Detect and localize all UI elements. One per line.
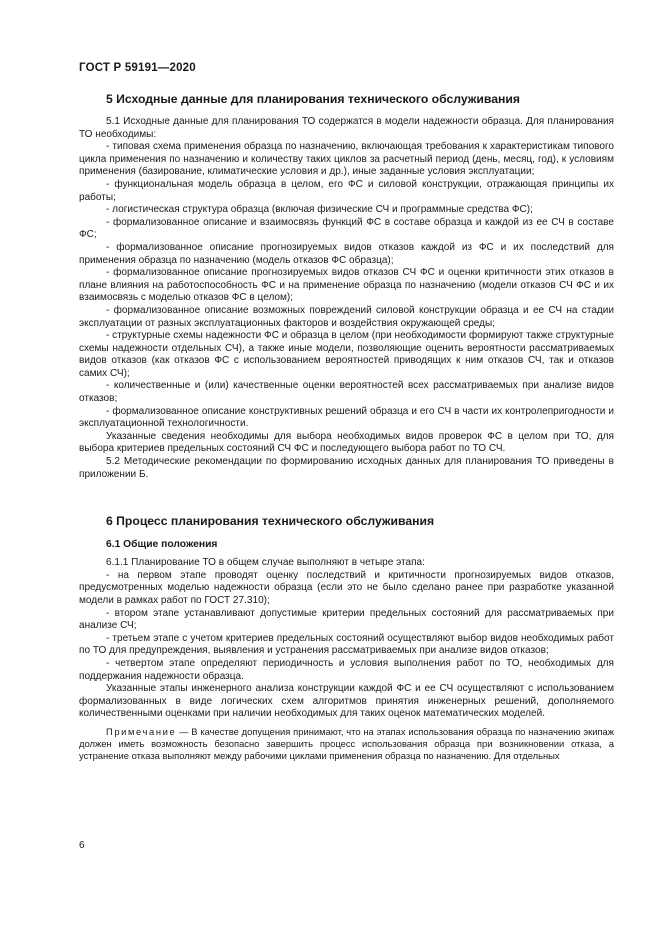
subsection-6-1-title: 6.1 Общие положения — [106, 539, 218, 551]
paragraph: 5.2 Методические рекомендации по формированию исходных данных для планирования ТО приведены в приложении Б. — [79, 456, 614, 480]
list-item: - на первом этапе проводят оценку последствий и критичности прогнозируемых видов отказов, предусмотренных моделью надежности образца (если это не было сделано ранее при разработке указанной модели в рамках работ по ГОСТ 27.310); — [79, 569, 614, 606]
document-header: ГОСТ Р 59191—2020 — [79, 62, 196, 74]
list-item: - функциональная модель образца в целом, его ФС и силовой конструкции, отражающая принципы их работы; — [79, 178, 614, 203]
list-item: - формализованное описание конструктивных решений образца и его СЧ в части их контролепригодности и эксплуатационной технологичности. — [79, 405, 614, 430]
list-item: - количественные и (или) качественные оценки вероятностей всех рассматриваемых при анализе видов отказов; — [79, 380, 614, 405]
list-item: - типовая схема применения образца по назначению, включающая требования к характеристикам типового цикла применения по назначению и количеству таких циклов за расчетный период (день, месяц, год), к условиям применения (базирование, климатические условия и др.), иные заданные условия эксплуатации; — [79, 141, 614, 178]
paragraph: Указанные сведения необходимы для выбора необходимых видов проверок ФС в целом при ТО, для выбора критериев предельных состояний СЧ ФС и последующего выбора работ по ТО СЧ. — [79, 430, 614, 455]
paragraph: 5.1 Исходные данные для планирования ТО содержатся в модели надежности образца. Для планирования ТО необходимы: — [79, 116, 614, 140]
list-item: - формализованное описание возможных повреждений силовой конструкции образца и ее СЧ на стадии эксплуатации от разных эксплуатационных факторов и воздействия окружающей среды; — [79, 304, 614, 329]
note-label: Примечание — [106, 725, 177, 737]
paragraph: 6.1.1 Планирование ТО в общем случае выполняют в четыре этапа: — [106, 557, 425, 569]
list-item: - формализованное описание прогнозируемых видов отказов каждой из ФС и их последствий для применения образца по назначению (модель отказов ФС образца); — [79, 241, 614, 266]
list-item: - третьем этапе с учетом критериев предельных состояний осуществляют выбор видов необходимых работ по ТО для предупреждения, выявления и устранения рассматриваемых при анализе видов отказов; — [79, 632, 614, 657]
note-text: — В качестве допущения принимают, что на этапах использования образца по назначению экипаж должен иметь возможность безопасно завершить процесс использования образца при возникновении отказа, а устранение отказа выполняют между рабочими циклами применения образца по назначению. Для отдельных — [79, 725, 614, 762]
list-item: - втором этапе устанавливают допустимые критерии предельных состояний для рассматриваемых при анализе СЧ; — [79, 607, 614, 632]
note — [79, 726, 614, 763]
list-item: - структурные схемы надежности ФС и образца в целом (при необходимости формируют также структурные схемы надежности отдельных СЧ), а также иные модели, позволяющие оценить вероятности рассматриваемых видов отказов (как отказов ФС с использованием вероятностей приводящих к ним отказов СЧ, так и отказов самих СЧ); — [79, 330, 614, 379]
page-number: 6 — [79, 840, 85, 851]
list-item: - формализованное описание и взаимосвязь функций ФС в составе образца и каждой из ее СЧ в составе ФС; — [79, 216, 614, 241]
page-content — [79, 80, 614, 763]
list-item: - формализованное описание прогнозируемых видов отказов СЧ ФС и оценки критичности этих отказов в плане влияния на работоспособность ФС и на применение образца по назначению (модели отказов СЧ ФС и их взаимосвязь с моделью отказов ФС в целом); — [79, 267, 614, 304]
list-item: - логистическая структура образца (включая физические СЧ и программные средства ФС); — [106, 204, 533, 216]
section-5-title: 5 Исходные данные для планирования технического обслуживания — [106, 92, 520, 106]
list-item: - четвертом этапе определяют периодичность и условия выполнения работ по ТО, необходимых для поддержания надежности образца. — [79, 657, 614, 682]
section-6-title: 6 Процесс планирования технического обслуживания — [106, 514, 435, 529]
paragraph: Указанные этапы инженерного анализа конструкции каждой ФС и ее СЧ осуществляют с использованием формализованных в виде логических схем алгоритмов принятия инженерных решений, дополняемого количественными оценками при наличии необходимых для таких оценок математических моделей. — [79, 683, 614, 720]
